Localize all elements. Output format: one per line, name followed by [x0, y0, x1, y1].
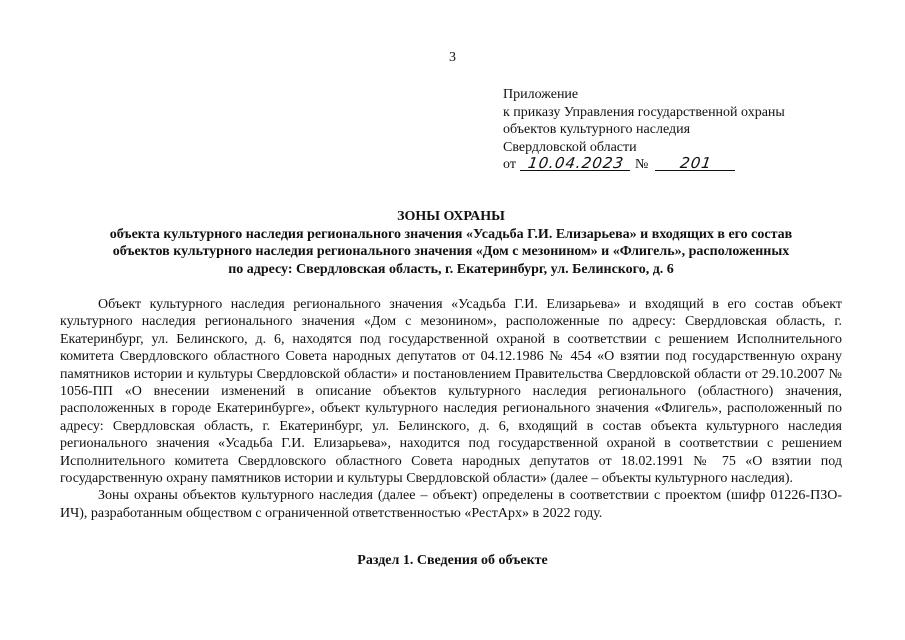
- document-subtitle-line: объектов культурного наследия регионального значения «Дом с мезонином» и «Флигель», расположенных: [112, 244, 790, 259]
- document-subtitle-line: объекта культурного наследия регионального значения «Усадьба Г.И. Елизарьева» и входящих в его состав: [109, 226, 793, 242]
- appendix-line: Приложение: [503, 87, 579, 102]
- order-date-number-line: [503, 156, 785, 174]
- body-text: [60, 296, 842, 522]
- paragraph: Объект культурного наследия регионального значения «Усадьба Г.И. Елизарьева» и входящий в его состав объект культурного наследия регионального значения «Дом с мезонином», расположенные по адресу: Свердловская область, г. Екатеринбург, ул. Белинского, д. 6, находятся под государственной охраной в соответствии с решением Исполнительного комитета Свердловского областного Совета народных депутатов от 04.12.1986 № 454 «О взятии под государственную охрану памятников истории и культуры Свердловской области» и постановлением Правительства Свердловской области от 29.10.2007 № 1056-ПП «О внесении изменений в описание объектов культурного наследия регионального (областного) значения, расположенных в городе Екатеринбурге», объект культурного наследия регионального значения «Флигель», расположенный по адресу: Свердловская область, г. Екатеринбург, ул. Белинского, д. 6, входящий в состав объекта культурного наследия регионального значения «Усадьба Г.И. Елизарьева», находится под государственной охраной в соответствии с решением Исполнительного комитета Свердловского областного Совета народных депутатов от 18.02.1991 № 75 «О взятии под государственную охрану памятников истории и культуры Свердловской области» (далее – объекты культурного наследия).: [60, 297, 842, 487]
- appendix-block: [503, 86, 785, 174]
- date-prefix: от: [503, 157, 516, 172]
- handwritten-date: 10.04.2023: [520, 156, 632, 171]
- handwritten-number: 201: [655, 156, 737, 171]
- number-prefix: №: [634, 157, 649, 172]
- appendix-line: Свердловской области: [503, 139, 637, 155]
- document-title: ЗОНЫ ОХРАНЫ: [397, 209, 505, 224]
- page-number: 3: [449, 50, 456, 65]
- document-heading: [60, 208, 842, 278]
- section-heading: Раздел 1. Сведения об объекте: [357, 553, 548, 568]
- paragraph: Зоны охраны объектов культурного наследия (далее – объект) определены в соответствии с проектом (шифр 01226-ПЗО-ИЧ), разработанным обществом с ограниченной ответственностью «РестАрх» в 2022 году.: [60, 488, 842, 521]
- appendix-line: объектов культурного наследия: [503, 122, 691, 137]
- appendix-line: к приказу Управления государственной охраны: [503, 104, 785, 120]
- document-subtitle-line: по адресу: Свердловская область, г. Екатеринбург, ул. Белинского, д. 6: [228, 261, 674, 277]
